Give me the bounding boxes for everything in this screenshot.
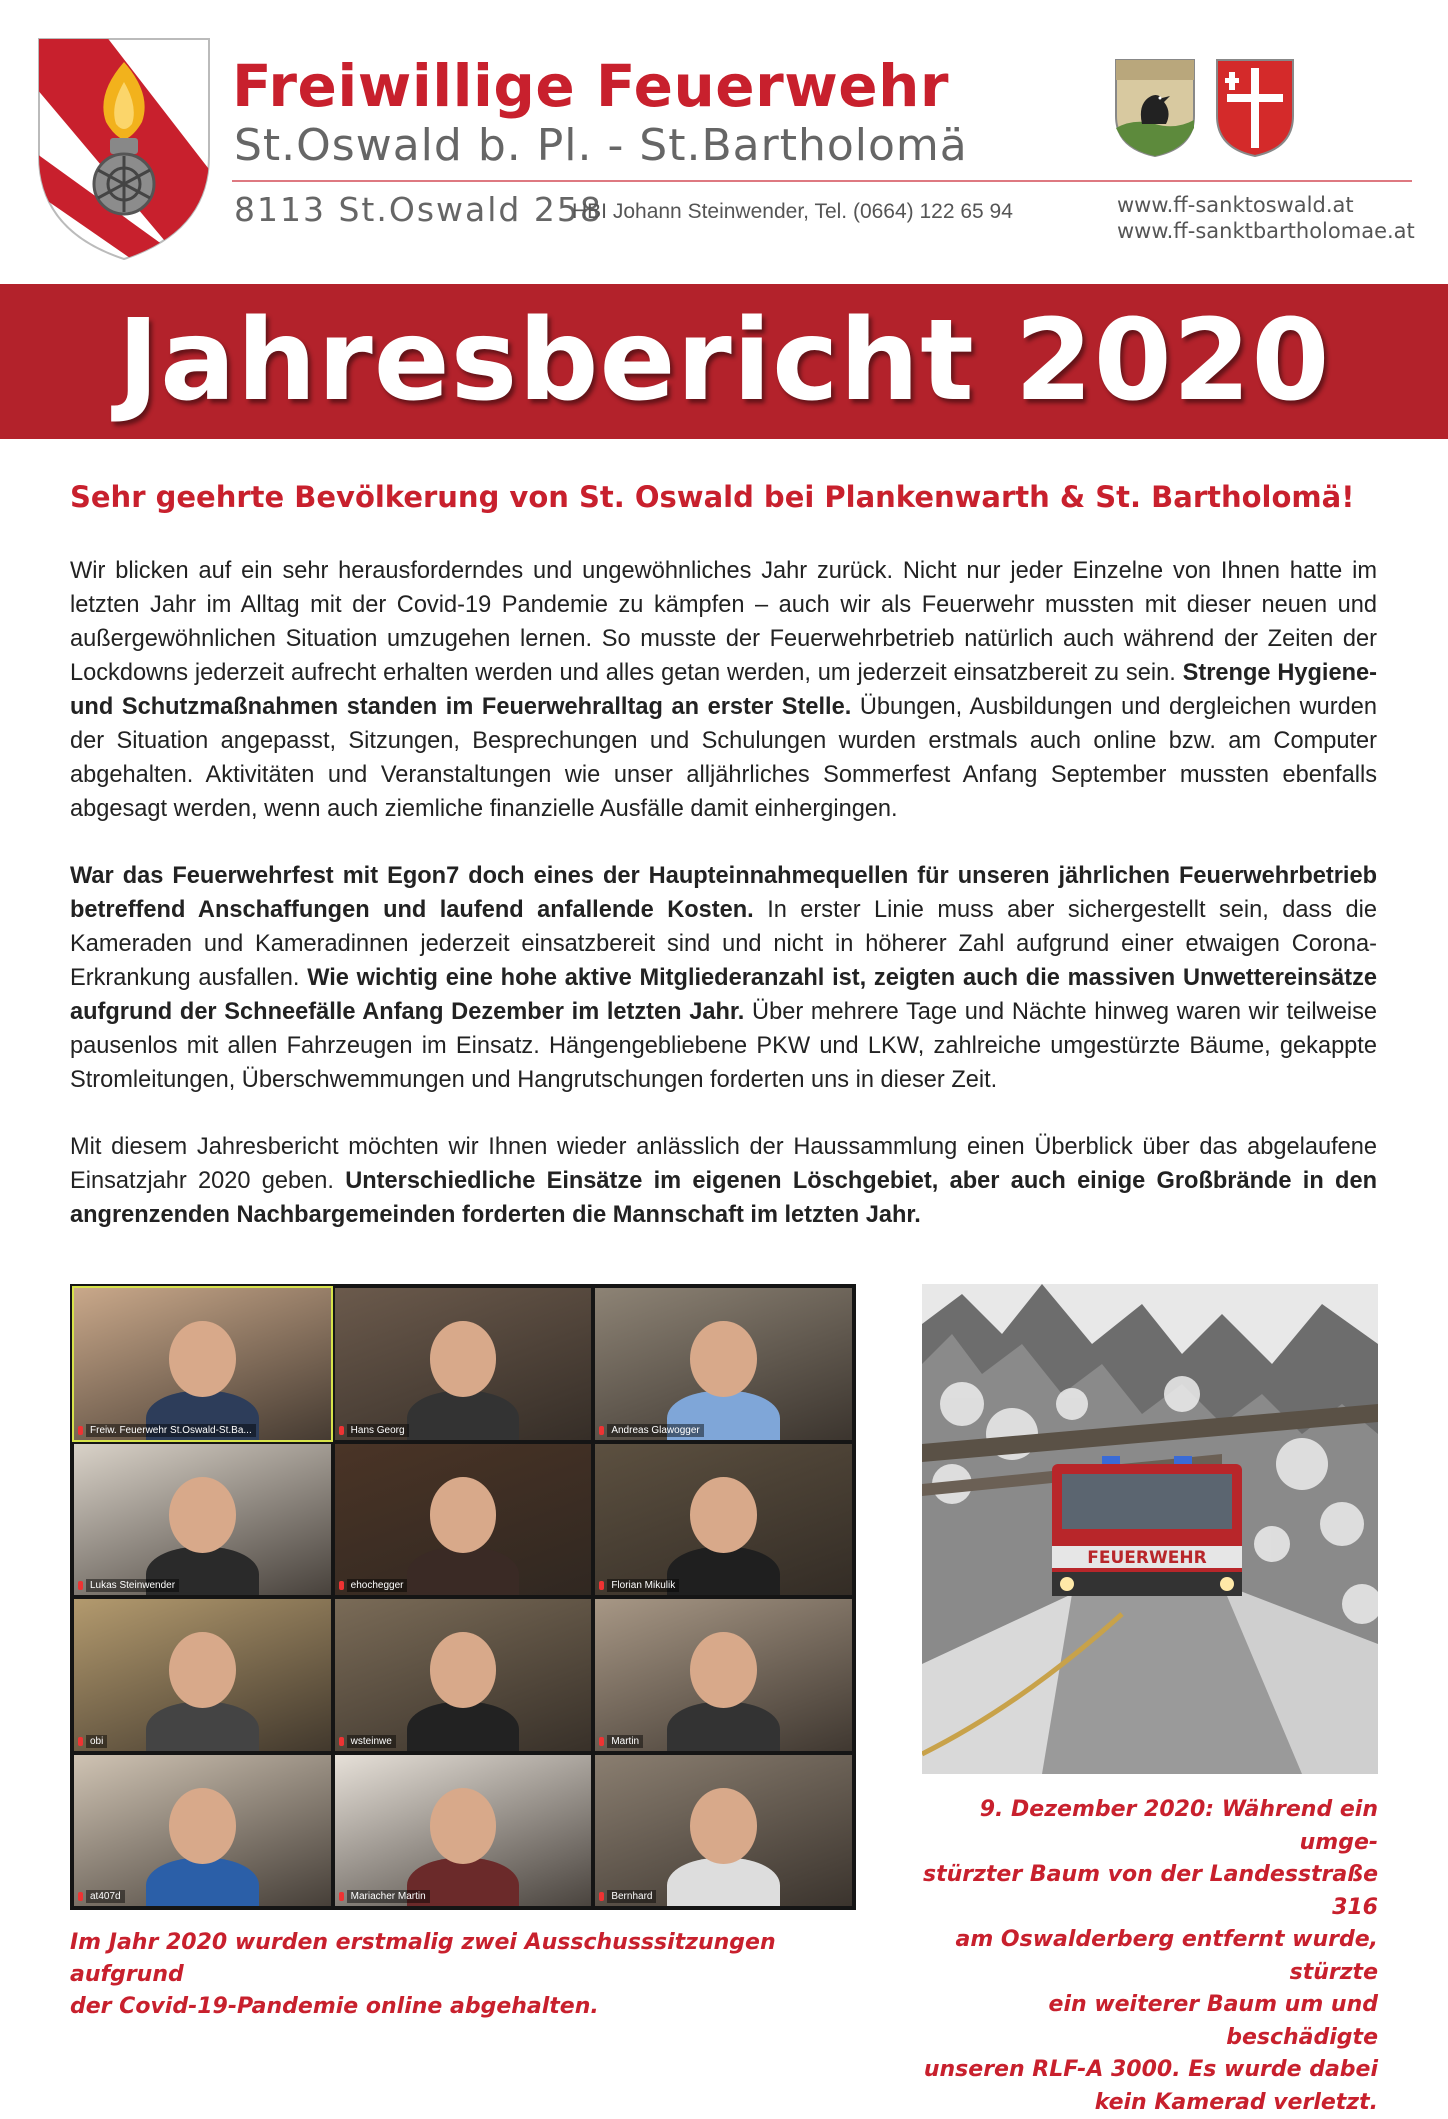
participant-tile xyxy=(595,1288,852,1440)
crest-st-bartholomae-icon xyxy=(1215,58,1295,158)
paragraph-emphasis: Wie wichtig eine hohe aktive Mitgliederanzahl ist, zeigten auch die massiven Unwettereinsätze aufgrund der Schneefälle Anfang Dezember im letzten Jahr. xyxy=(70,965,1377,1025)
participant-tile xyxy=(335,1599,592,1751)
participant-tile xyxy=(74,1288,331,1440)
muted-mic-icon xyxy=(78,1737,83,1746)
caption-line: kein Kamerad verletzt. xyxy=(900,2087,1378,2119)
participant-tile xyxy=(335,1444,592,1596)
participant-name-label: ehochegger xyxy=(347,1579,408,1592)
fallen-tree-truck-photo xyxy=(922,1284,1378,1774)
body-paragraph-1 xyxy=(70,554,1377,826)
participant-head xyxy=(690,1788,757,1864)
participant-head xyxy=(690,1321,757,1397)
participant-name-label: wsteinwe xyxy=(347,1735,396,1748)
participant-tile xyxy=(335,1288,592,1440)
caption-line: der Covid-19-Pandemie online abgehalten. xyxy=(70,1991,870,2023)
muted-mic-icon xyxy=(339,1426,344,1435)
video-conference-screenshot xyxy=(70,1284,856,1910)
muted-mic-icon xyxy=(599,1581,604,1590)
paragraph-text: Wir blicken auf ein sehr herausforderndes und ungewöhnliches Jahr zurück. Nicht nur jeder Einzelne von Ihnen hatte im letzten Jahr im Alltag mit der Covid-19 Pandemie zu kämpfen – auch wir als Feuerwehr mussten mit dieser neuen und außergewöhnlichen Situation umzugehen lernen. So musste der Feuerwehrbetrieb natürlich auch während der Zeiten der Lockdowns jederzeit aufrecht erhalten werden und alles getan werden, um jederzeit einsatzbereit zu sein. xyxy=(70,558,1377,686)
document-title: Jahresbericht 2020 xyxy=(0,284,1448,439)
participant-body xyxy=(146,1858,259,1906)
participant-body xyxy=(407,1391,520,1439)
paragraph-text: In erster Linie muss aber sichergestellt sein, dass die Kameraden und Kameradinnen jederzeit einsatzbereit sind und nicht in höherer Zahl aufgrund einer etwaigen Corona-Erkrankung ausfallen. xyxy=(70,897,1377,991)
paragraph-emphasis: Strenge Hygiene- und Schutzmaßnahmen standen im Feuerwehralltag an erster Stelle. xyxy=(70,660,1377,720)
website-link-oswald[interactable]: www.ff-sanktoswald.at xyxy=(1117,193,1354,217)
body-paragraph-2 xyxy=(70,859,1377,1097)
participant-body xyxy=(146,1702,259,1750)
caption-line: ein weiterer Baum um und beschädigte xyxy=(900,1989,1378,2054)
caption-line: unseren RLF-A 3000. Es wurde dabei xyxy=(900,2054,1378,2087)
muted-mic-icon xyxy=(599,1426,604,1435)
caption-line: stürzter Baum von der Landesstraße 316 xyxy=(900,1859,1378,1924)
caption-video-conference xyxy=(70,1927,870,2023)
participant-name-label: at407d xyxy=(86,1890,125,1903)
participant-tile xyxy=(74,1755,331,1907)
muted-mic-icon xyxy=(599,1892,604,1901)
participant-head xyxy=(690,1632,757,1708)
participant-name-label: Freiw. Feuerwehr St.Oswald-St.Ba... xyxy=(86,1424,256,1437)
crest-st-oswald-icon xyxy=(1114,58,1196,158)
participant-name-label: Martin xyxy=(607,1735,643,1748)
header-divider xyxy=(232,180,1412,182)
participant-name-label: Mariacher Martin xyxy=(347,1890,430,1903)
muted-mic-icon xyxy=(339,1737,344,1746)
participant-name-label: Bernhard xyxy=(607,1890,656,1903)
fire-brigade-logo xyxy=(36,36,212,262)
participant-head xyxy=(169,1477,236,1553)
participant-head xyxy=(430,1632,497,1708)
caption-line: Im Jahr 2020 wurden erstmalig zwei Ausschusssitzungen aufgrund xyxy=(70,1927,870,1991)
paragraph-text: Über mehrere Tage und Nächte hinweg waren wir teilweise pausenlos mit allen Fahrzeugen im Einsatz. Hängengebliebene PKW und LKW, zahlreiche umgestürzte Bäume, gekappte Stromleitungen, Überschwemmungen und Hangrutschungen forderten uns in dieser Zeit. xyxy=(70,999,1377,1093)
participant-tile xyxy=(595,1444,852,1596)
contact-info: HBI Johann Steinwender, Tel. (0664) 122 65 94 xyxy=(572,200,1013,224)
paragraph-text: Übungen, Ausbildungen und dergleichen wurden der Situation angepasst, Sitzungen, Besprechungen und Schulungen wurden erstmals auch online bzw. am Computer abgehalten. Aktivitäten und Veranstaltungen wie unser alljährliches Sommerfest Anfang September mussten ebenfalls abgesagt werden, wenn auch ziemliche finanzielle Ausfälle damit einhergingen. xyxy=(70,694,1377,822)
body-paragraph-3 xyxy=(70,1130,1377,1232)
participant-body xyxy=(407,1702,520,1750)
participant-name-label: obi xyxy=(86,1735,107,1748)
website-link-bartholomae[interactable]: www.ff-sanktbartholomae.at xyxy=(1117,219,1415,243)
muted-mic-icon xyxy=(78,1892,83,1901)
participant-body xyxy=(667,1702,780,1750)
participant-name-label: Florian Mikulik xyxy=(607,1579,679,1592)
muted-mic-icon xyxy=(78,1426,83,1435)
participant-head xyxy=(169,1632,236,1708)
participant-tile xyxy=(335,1755,592,1907)
organisation-subtitle: St.Oswald b. Pl. - St.Bartholomä xyxy=(234,120,968,171)
muted-mic-icon xyxy=(599,1737,604,1746)
participant-tile xyxy=(595,1755,852,1907)
participant-name-label: Andreas Glawogger xyxy=(607,1424,703,1437)
caption-fallen-tree xyxy=(900,1794,1378,2119)
participant-head xyxy=(169,1321,236,1397)
caption-line: 9. Dezember 2020: Während ein umge- xyxy=(900,1794,1378,1859)
muted-mic-icon xyxy=(339,1581,344,1590)
participant-name-label: Hans Georg xyxy=(347,1424,409,1437)
participant-body xyxy=(667,1858,780,1906)
participant-head xyxy=(690,1477,757,1553)
participant-body xyxy=(667,1547,780,1595)
address: 8113 St.Oswald 258 xyxy=(234,190,603,229)
participant-head xyxy=(169,1788,236,1864)
organisation-name: Freiwillige Feuerwehr xyxy=(232,52,949,120)
caption-line: am Oswalderberg entfernt wurde, stürzte xyxy=(900,1924,1378,1989)
greeting-heading: Sehr geehrte Bevölkerung von St. Oswald bei Plankenwarth & St. Bartholomä! xyxy=(70,480,1380,514)
paragraph-emphasis: Unterschiedliche Einsätze im eigenen Löschgebiet, aber auch einige Großbrände in den angrenzenden Nachbargemeinden forderten die Mannschaft im letzten Jahr. xyxy=(70,1168,1377,1228)
participant-tile xyxy=(595,1599,852,1751)
participant-tile xyxy=(74,1444,331,1596)
paragraph-emphasis: War das Feuerwehrfest mit Egon7 doch eines der Haupteinnahmequellen für unseren jährlichen Feuerwehrbetrieb betreffend Anschaffungen und laufend anfallende Kosten. xyxy=(70,863,1377,923)
participant-body xyxy=(407,1547,520,1595)
muted-mic-icon xyxy=(339,1892,344,1901)
participant-head xyxy=(430,1321,497,1397)
participant-head xyxy=(430,1477,497,1553)
paragraph-text: Mit diesem Jahresbericht möchten wir Ihnen wieder anlässlich der Haussammlung einen Überblick über das abgelaufene Einsatzjahr 2020 geben. xyxy=(70,1134,1377,1194)
participant-name-label: Lukas Steinwender xyxy=(86,1579,179,1592)
participant-tile xyxy=(74,1599,331,1751)
participant-head xyxy=(430,1788,497,1864)
muted-mic-icon xyxy=(78,1581,83,1590)
truck-text: FEUERWEHR xyxy=(1087,1548,1206,1568)
